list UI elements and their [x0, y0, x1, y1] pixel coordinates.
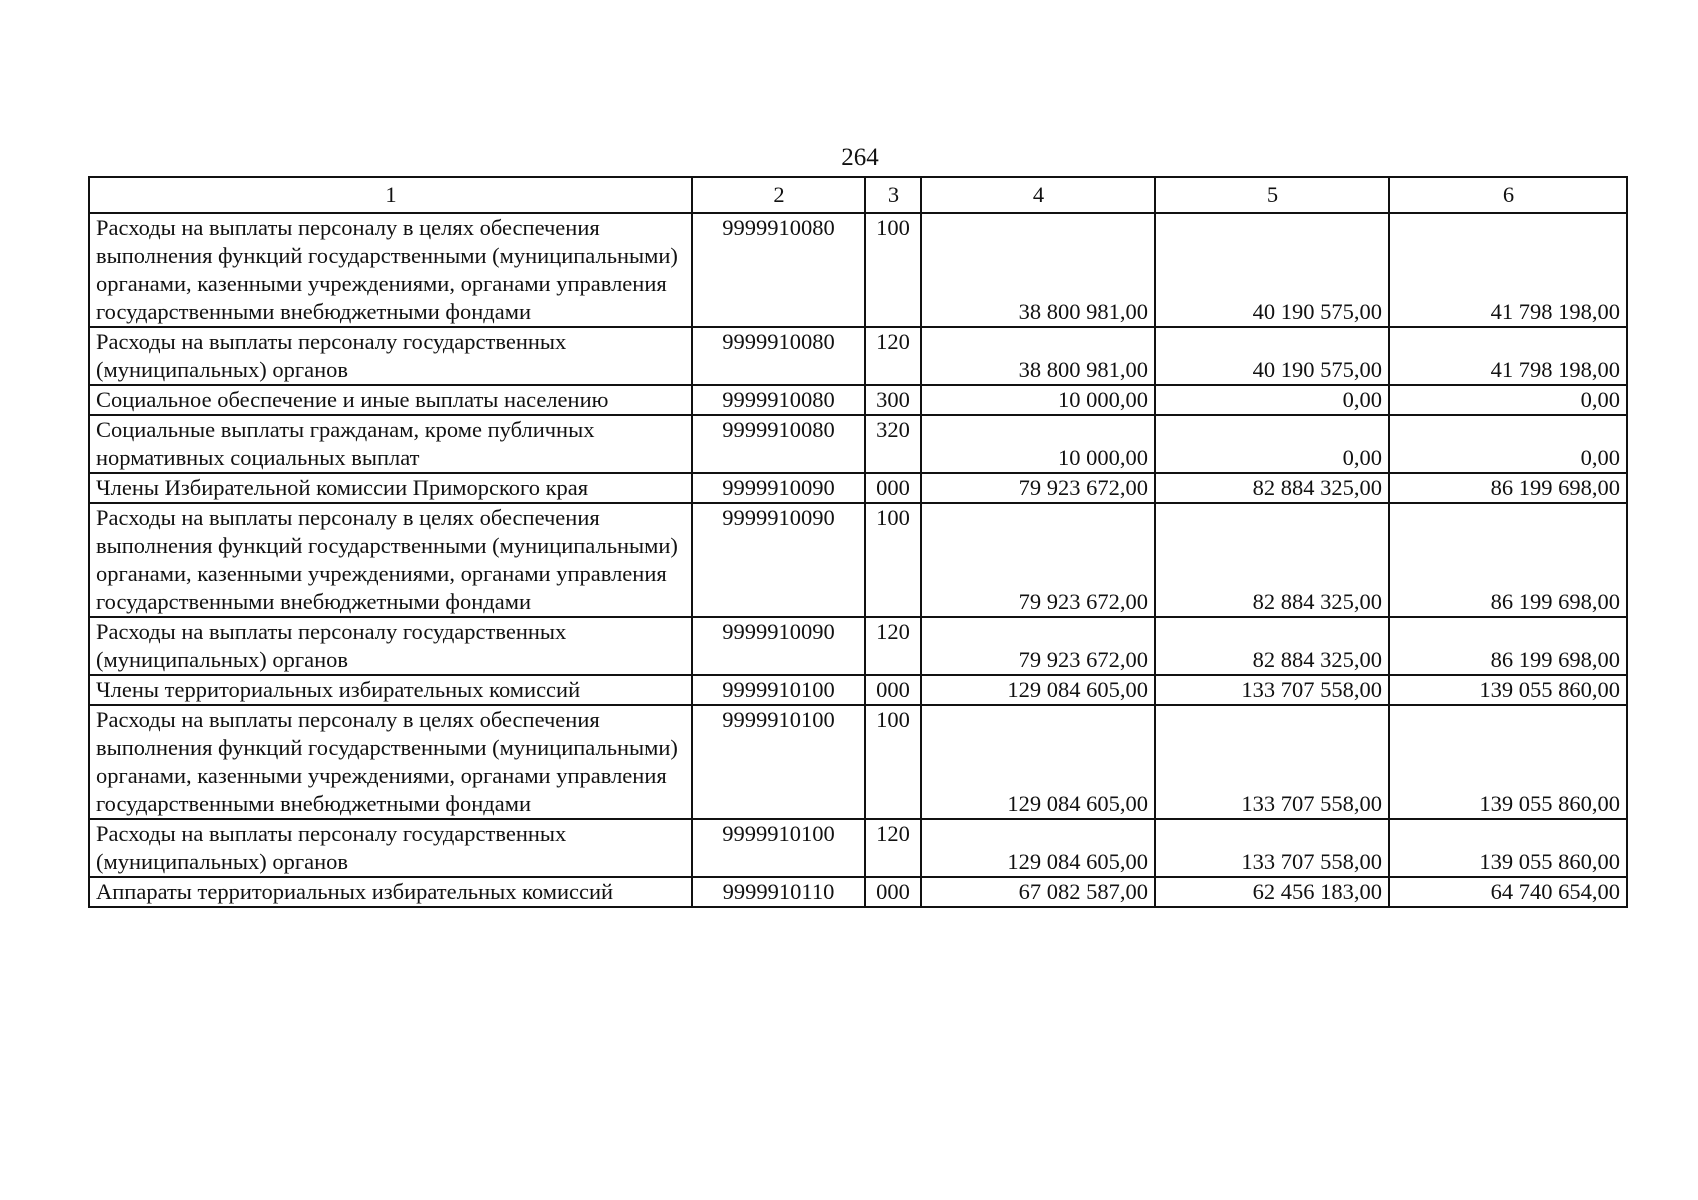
row-value-4: 38 800 981,00 [921, 213, 1155, 327]
row-value-6: 86 199 698,00 [1389, 473, 1627, 503]
row-name: Члены Избирательной комиссии Приморского края [89, 473, 692, 503]
row-code: 9999910080 [692, 415, 865, 473]
row-value-6: 0,00 [1389, 385, 1627, 415]
row-type: 100 [865, 503, 921, 617]
header-cell-6: 6 [1389, 177, 1627, 213]
row-value-4: 10 000,00 [921, 385, 1155, 415]
row-code: 9999910080 [692, 385, 865, 415]
table-row [89, 877, 1627, 907]
row-name: Расходы на выплаты персоналу в целях обеспечения выполнения функций государственными (муниципальными) органами, казенными учреждениями, органами управления государственными внебюджетными фондами [89, 213, 692, 327]
row-value-6: 41 798 198,00 [1389, 327, 1627, 385]
row-type: 120 [865, 327, 921, 385]
header-cell-2: 2 [692, 177, 865, 213]
table-row [89, 327, 1627, 385]
row-value-5: 82 884 325,00 [1155, 473, 1389, 503]
table-row [89, 473, 1627, 503]
row-value-5: 133 707 558,00 [1155, 819, 1389, 877]
header-cell-5: 5 [1155, 177, 1389, 213]
row-value-6: 64 740 654,00 [1389, 877, 1627, 907]
row-value-6: 41 798 198,00 [1389, 213, 1627, 327]
row-value-5: 40 190 575,00 [1155, 213, 1389, 327]
row-value-4: 129 084 605,00 [921, 819, 1155, 877]
table-row [89, 385, 1627, 415]
row-name: Расходы на выплаты персоналу государственных (муниципальных) органов [89, 819, 692, 877]
row-value-4: 129 084 605,00 [921, 675, 1155, 705]
row-name: Аппараты территориальных избирательных комиссий [89, 877, 692, 907]
row-value-6: 86 199 698,00 [1389, 503, 1627, 617]
row-value-6: 139 055 860,00 [1389, 705, 1627, 819]
table-row [89, 213, 1627, 327]
row-type: 000 [865, 473, 921, 503]
header-cell-3: 3 [865, 177, 921, 213]
row-name: Расходы на выплаты персоналу в целях обеспечения выполнения функций государственными (муниципальными) органами, казенными учреждениями, органами управления государственными внебюджетными фондами [89, 503, 692, 617]
page-number: 264 [841, 144, 879, 171]
row-value-4: 79 923 672,00 [921, 473, 1155, 503]
row-value-4: 10 000,00 [921, 415, 1155, 473]
row-code: 9999910110 [692, 877, 865, 907]
budget-table [88, 176, 1628, 908]
table-row [89, 705, 1627, 819]
row-value-5: 133 707 558,00 [1155, 705, 1389, 819]
table-row [89, 675, 1627, 705]
row-code: 9999910090 [692, 503, 865, 617]
header-cell-1: 1 [89, 177, 692, 213]
row-name: Члены территориальных избирательных комиссий [89, 675, 692, 705]
row-name: Социальное обеспечение и иные выплаты населению [89, 385, 692, 415]
row-code: 9999910090 [692, 617, 865, 675]
row-value-4: 129 084 605,00 [921, 705, 1155, 819]
row-type: 000 [865, 675, 921, 705]
table-row [89, 415, 1627, 473]
row-value-5: 40 190 575,00 [1155, 327, 1389, 385]
row-code: 9999910100 [692, 705, 865, 819]
row-value-5: 0,00 [1155, 385, 1389, 415]
row-name: Социальные выплаты гражданам, кроме публичных нормативных социальных выплат [89, 415, 692, 473]
row-name: Расходы на выплаты персоналу в целях обеспечения выполнения функций государственными (муниципальными) органами, казенными учреждениями, органами управления государственными внебюджетными фондами [89, 705, 692, 819]
row-value-4: 79 923 672,00 [921, 503, 1155, 617]
row-value-6: 139 055 860,00 [1389, 675, 1627, 705]
row-value-5: 82 884 325,00 [1155, 503, 1389, 617]
row-code: 9999910100 [692, 819, 865, 877]
row-type: 120 [865, 617, 921, 675]
row-code: 9999910080 [692, 327, 865, 385]
row-code: 9999910100 [692, 675, 865, 705]
row-name: Расходы на выплаты персоналу государственных (муниципальных) органов [89, 327, 692, 385]
row-value-5: 62 456 183,00 [1155, 877, 1389, 907]
row-type: 120 [865, 819, 921, 877]
row-code: 9999910080 [692, 213, 865, 327]
row-value-5: 82 884 325,00 [1155, 617, 1389, 675]
row-type: 000 [865, 877, 921, 907]
row-value-4: 38 800 981,00 [921, 327, 1155, 385]
table-row [89, 617, 1627, 675]
row-value-4: 79 923 672,00 [921, 617, 1155, 675]
row-value-6: 0,00 [1389, 415, 1627, 473]
row-value-6: 139 055 860,00 [1389, 819, 1627, 877]
row-type: 100 [865, 705, 921, 819]
row-value-5: 133 707 558,00 [1155, 675, 1389, 705]
table-row [89, 503, 1627, 617]
row-value-4: 67 082 587,00 [921, 877, 1155, 907]
row-value-5: 0,00 [1155, 415, 1389, 473]
row-code: 9999910090 [692, 473, 865, 503]
header-row [89, 177, 1627, 213]
row-type: 100 [865, 213, 921, 327]
row-type: 320 [865, 415, 921, 473]
row-type: 300 [865, 385, 921, 415]
table-row [89, 819, 1627, 877]
header-cell-4: 4 [921, 177, 1155, 213]
row-name: Расходы на выплаты персоналу государственных (муниципальных) органов [89, 617, 692, 675]
row-value-6: 86 199 698,00 [1389, 617, 1627, 675]
